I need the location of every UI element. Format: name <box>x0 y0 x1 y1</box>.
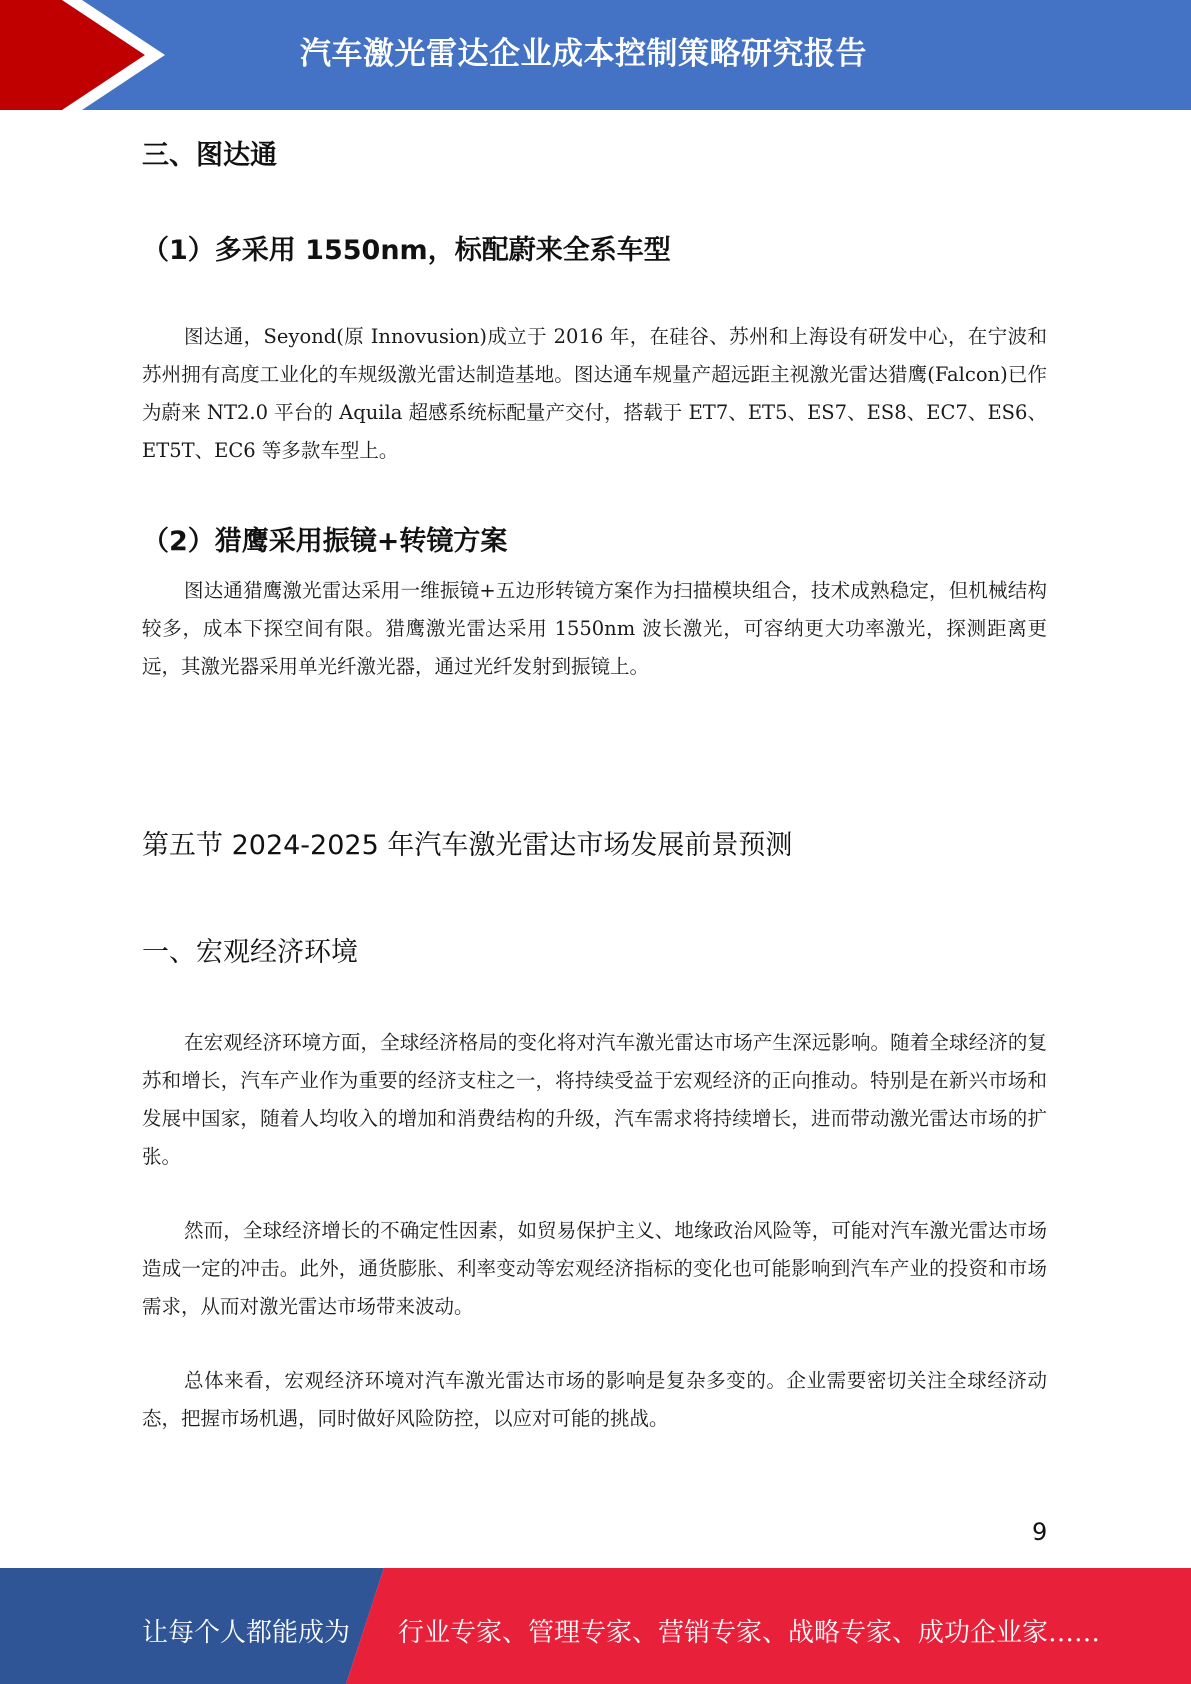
page-number: 9 <box>1032 1518 1048 1546</box>
subheading-falcon-scheme: （2）猎鹰采用振镜+转镜方案 <box>142 526 508 557</box>
paragraph-macro-1: 在宏观经济环境方面，全球经济格局的变化将对汽车激光雷达市场产生深远影响。随着全球经济的复苏和增长，汽车产业作为重要的经济支柱之一，将持续受益于宏观经济的正向推动。特别是在新兴市场和发展中国家，随着人均收入的增加和消费结构的升级，汽车需求将持续增长，进而带动激光雷达市场的扩张。 <box>142 1031 1047 1168</box>
paragraph-macro-2: 然而，全球经济增长的不确定性因素，如贸易保护主义、地缘政治风险等，可能对汽车激光雷达市场造成一定的冲击。此外，通货膨胀、利率变动等宏观经济指标的变化也可能影响到汽车产业的投资和市场需求，从而对激光雷达市场带来波动。 <box>142 1219 1047 1318</box>
footer-slogan-left: 让每个人都能成为 <box>142 1618 351 1648</box>
chapter-heading: 第五节 2024-2025 年汽车激光雷达市场发展前景预测 <box>142 830 793 861</box>
section-heading-tudatong: 三、图达通 <box>142 140 277 171</box>
paragraph-macro-3: 总体来看，宏观经济环境对汽车激光雷达市场的影响是复杂多变的。企业需要密切关注全球经济动态，把握市场机遇，同时做好风险防控，以应对可能的挑战。 <box>142 1369 1047 1430</box>
subheading-1550nm: （1）多采用 1550nm，标配蔚来全系车型 <box>142 235 671 266</box>
paragraph-falcon-scheme: 图达通猎鹰激光雷达采用一维振镜+五边形转镜方案作为扫描模块组合，技术成熟稳定，但机械结构较多，成本下探空间有限。猎鹰激光雷达采用 1550nm 波长激光，可容纳更大功率激光，探测距离更远，其激光器采用单光纤激光器，通过光纤发射到振镜上。 <box>142 579 1047 678</box>
section-heading-macro-economy: 一、宏观经济环境 <box>142 937 358 968</box>
report-title: 汽车激光雷达企业成本控制策略研究报告 <box>300 36 867 72</box>
paragraph-tudatong-intro: 图达通，Seyond(原 Innovusion)成立于 2016 年，在硅谷、苏州和上海设有研发中心，在宁波和苏州拥有高度工业化的车规级激光雷达制造基地。图达通车规量产超远距主视激光雷达猎鹰(Falcon)已作为蔚来 NT2.0 平台的 Aquila 超感系统标配量产交付，搭载于 ET7、ET5、ES7、ES8、EC7、ES6、ET5T、EC6 等多款车型上。 <box>142 325 1047 462</box>
page-footer <box>0 1568 1191 1684</box>
footer-slogan-right: 行业专家、管理专家、营销专家、战略专家、成功企业家…… <box>398 1618 1101 1648</box>
page-header <box>0 0 1191 110</box>
